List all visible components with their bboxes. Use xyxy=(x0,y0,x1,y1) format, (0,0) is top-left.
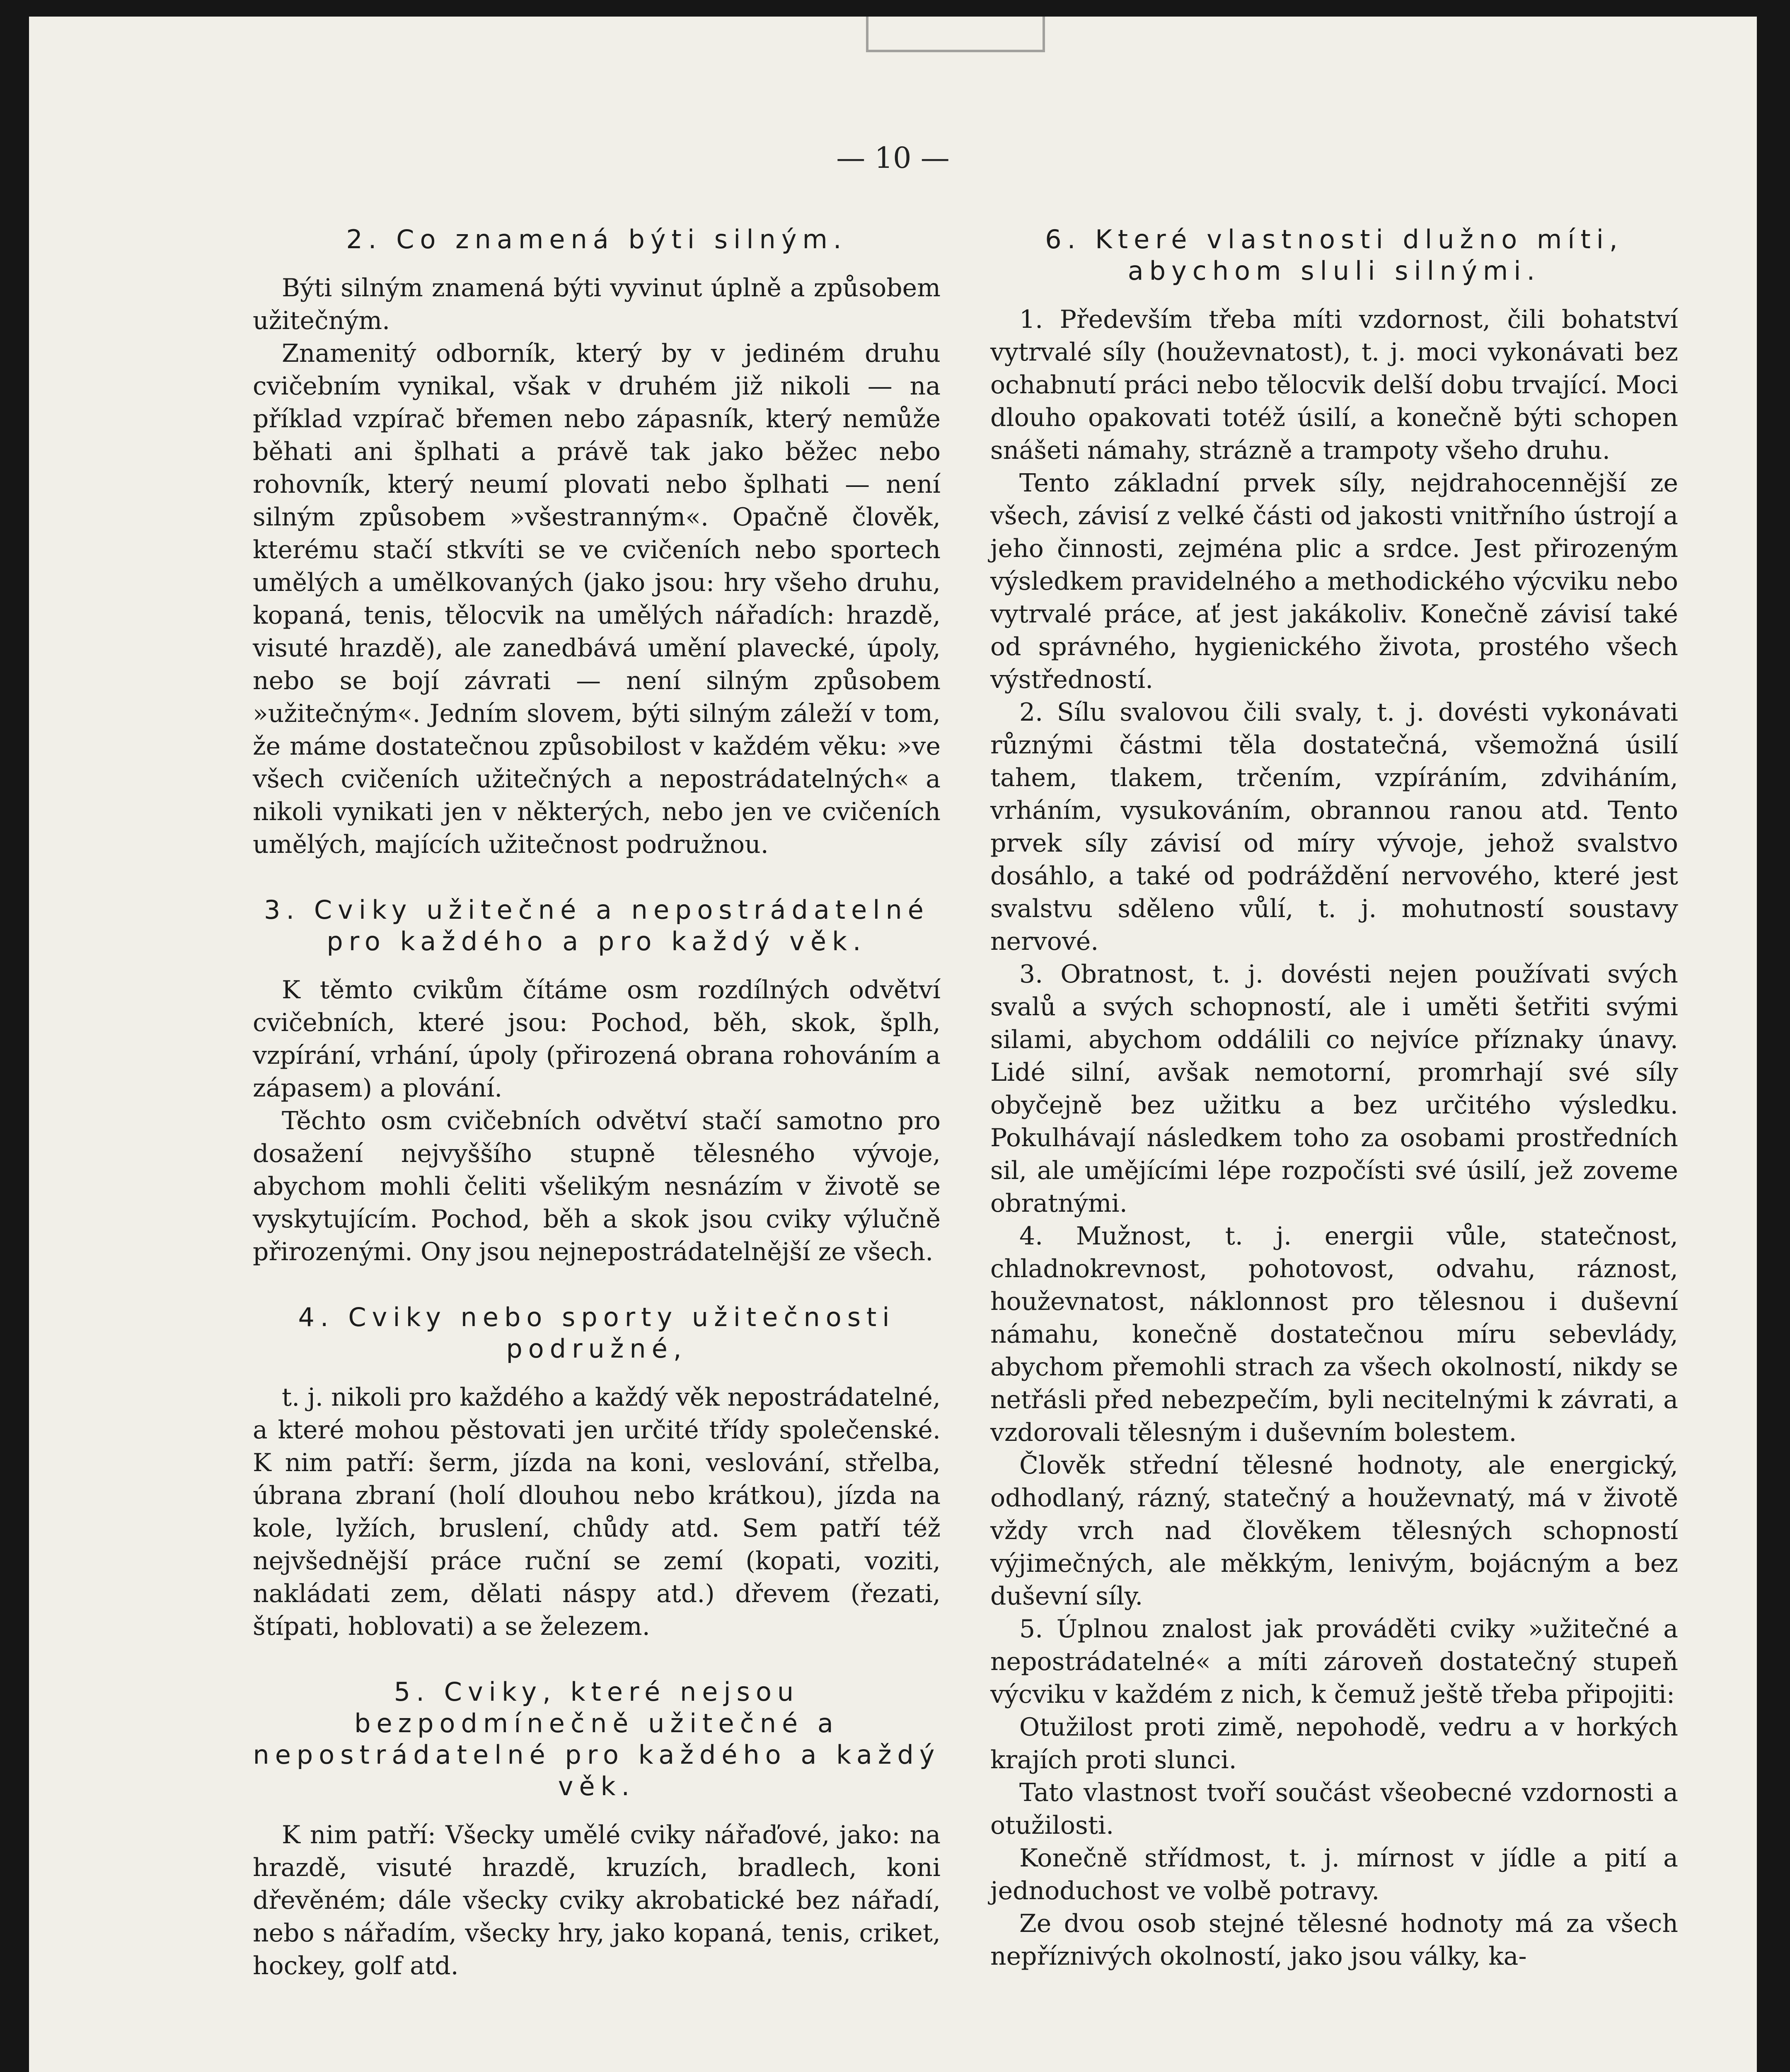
section-3-heading: 3. Cviky užitečné a nepostrádatelné pro každého a pro každý věk. xyxy=(264,895,929,956)
section-5-heading: 5. Cviky, které nejsou bezpodmínečně užitečné a nepostrádatelné pro každého a každý věk. xyxy=(253,1677,941,1801)
paragraph: Býti silným znamená býti vyvinut úplně a způsobem užitečným. xyxy=(253,274,941,335)
paragraph: Ze dvou osob stejné tělesné hodnoty má za všech nepříznivých okolností, jako jsou války, ka- xyxy=(990,1909,1678,1971)
scanned-page xyxy=(29,17,1757,2072)
paragraph: Konečně střídmost, t. j. mírnost v jídle a pití a jednoduchost ve volbě potravy. xyxy=(990,1844,1678,1905)
paragraph: 4. Mužnost, t. j. energii vůle, statečnost, chladnokrevnost, pohotovost, odvahu, ráznost, houževnatost, náklonnost pro tělesnou i duševní námahu, konečně dostatečnou míru sebevlády, abychom přemohli strach za všech okolností, nikdy se netřásli před nebezpečím, byli necitelnými k závrati, a vzdorovali tělesným i duševním bolestem. xyxy=(990,1222,1678,1447)
section-2-heading: 2. Co znamená býti silným. xyxy=(346,224,847,254)
paragraph: t. j. nikoli pro každého a každý věk nepostrádatelné, a které mohou pěstovati jen určité třídy společenské. K nim patří: šerm, jízda na koni, veslování, střelba, úbrana zbraní (holí dlouhou nebo krátkou), jízda na kole, lyžích, bruslení, chůdy atd. Sem patří též nejvšednější práce ruční se zemí (kopati, voziti, nakládati zem, dělati náspy atd.) dřevem (řezati, štípati, hoblovati) a se železem. xyxy=(253,1383,941,1641)
paragraph: 3. Obratnost, t. j. dovésti nejen používati svých svalů a svých schopností, ale i uměti šetřiti svými silami, abychom oddálili co nejvíce příznaky únavy. Lidé silní, avšak nemotorní, promrhají své síly obyčejně bez užitku a bez určitého výsledku. Pokulhávají následkem toho za osobami prostředních sil, ale umějícími lépe rozpočísti své úsilí, jež zoveme obratnými. xyxy=(990,960,1678,1218)
paragraph: Člověk střední tělesné hodnoty, ale energický, odhodlaný, rázný, statečný a houževnatý, má v životě vždy vrch nad člověkem tělesných schopností výjimečných, ale měkkým, lenivým, bojácným a bez duševní síly. xyxy=(990,1451,1678,1611)
paragraph: Těchto osm cvičebních odvětví stačí samotno pro dosažení nejvyššího stupně tělesného vývoje, abychom mohli čeliti všelikým nesnázím v životě se vyskytujícím. Pochod, běh a skok jsou cviky výlučně přirozenými. Ony jsou nejnepostrádatelnější ze všech. xyxy=(253,1106,941,1266)
left-column xyxy=(253,224,941,1982)
section-6-heading: 6. Které vlastnosti dlužno míti, abychom sluli silnými. xyxy=(1045,224,1623,286)
paragraph: K těmto cvikům čítáme osm rozdílných odvětví cvičebních, které jsou: Pochod, běh, skok, šplh, vzpírání, vrhání, úpoly (přirozená obrana rohováním a zápasem) a plování. xyxy=(253,975,941,1103)
paragraph: 1. Především třeba míti vzdornost, čili bohatství vytrvalé síly (houževnatost), t. j. moci vykonávati bez ochabnutí práci nebo tělocvik delší dobu trvající. Moci dlouho opakovati totéž úsilí, a konečně býti schopen snášeti námahy, strázně a trampoty všeho druhu. xyxy=(990,305,1678,465)
paragraph: K nim patří: Všecky umělé cviky nářaďové, jako: na hrazdě, visuté hrazdě, kruzích, bradlech, koni dřevěném; dále všecky cviky akrobatické bez nářadí, nebo s nářadím, všecky hry, jako kopaná, tenis, criket, hockey, golf atd. xyxy=(253,1820,941,1980)
paragraph: Znamenitý odborník, který by v jediném druhu cvičebním vynikal, však v druhém již nikoli — na příklad vzpírač břemen nebo zápasník, který nemůže běhati ani šplhati a právě tak jako běžec nebo rohovník, který neumí plovati nebo šplhati — není silným způsobem »všestranným«. Opačně člověk, kterému stačí stkvíti se ve cvičeních nebo sportech umělých a umělkovaných (jako jsou: hry všeho druhu, kopaná, tenis, tělocvik na umělých nářadích: hrazdě, visuté hrazdě), ale zanedbává umění plavecké, úpoly, nebo se bojí závrati — není silným způsobem »užitečným«. Jedním slovem, býti silným záleží v tom, že máme dostatečnou způsobilost v každém věku: »ve všech cvičeních užitečných a nepostrádatelných« a nikoli vynikati jen v některých, nebo jen ve cvičeních umělých, majících užitečnost podružnou. xyxy=(253,339,941,859)
section-4-heading: 4. Cviky nebo sporty užitečnosti podružné, xyxy=(298,1302,895,1364)
paragraph: Tato vlastnost tvoří součást všeobecné vzdornosti a otužilosti. xyxy=(990,1778,1678,1840)
paragraph: 5. Úplnou znalost jak prováděti cviky »užitečné a nepostrádatelné« a míti zároveň dostatečný stupeň výcviku v každém z nich, k čemuž ještě třeba připojiti: xyxy=(990,1615,1678,1709)
paragraph: Tento základní prvek síly, nejdrahocennější ze všech, závisí z velké části od jakosti vnitřního ústrojí a jeho činnosti, zejména plic a srdce. Jest přirozeným výsledkem pravidelného a methodického výcviku nebo vytrvalé práce, ať jest jakákoliv. Konečně závisí také od správného, hygienického života, prostého všech výstředností. xyxy=(990,469,1678,694)
right-column xyxy=(990,224,1678,1973)
paragraph: 2. Sílu svalovou čili svaly, t. j. dovésti vykonávati různými částmi těla dostatečná, všemožná úsilí tahem, tlakem, trčením, vzpíráním, zdviháním, vrháním, vysukováním, obrannou ranou atd. Tento prvek síly závisí od míry vývoje, jehož svalstvo dosáhlo, a také od podráždění nervového, které jest svalstvu sděleno vůlí, t. j. mohutností soustavy nervové. xyxy=(990,698,1678,956)
page-number: — 10 — xyxy=(836,141,950,175)
paragraph: Otužilost proti zimě, nepohodě, vedru a v horkých krajích proti slunci. xyxy=(990,1713,1678,1774)
scan-edge-mark xyxy=(866,17,1045,52)
